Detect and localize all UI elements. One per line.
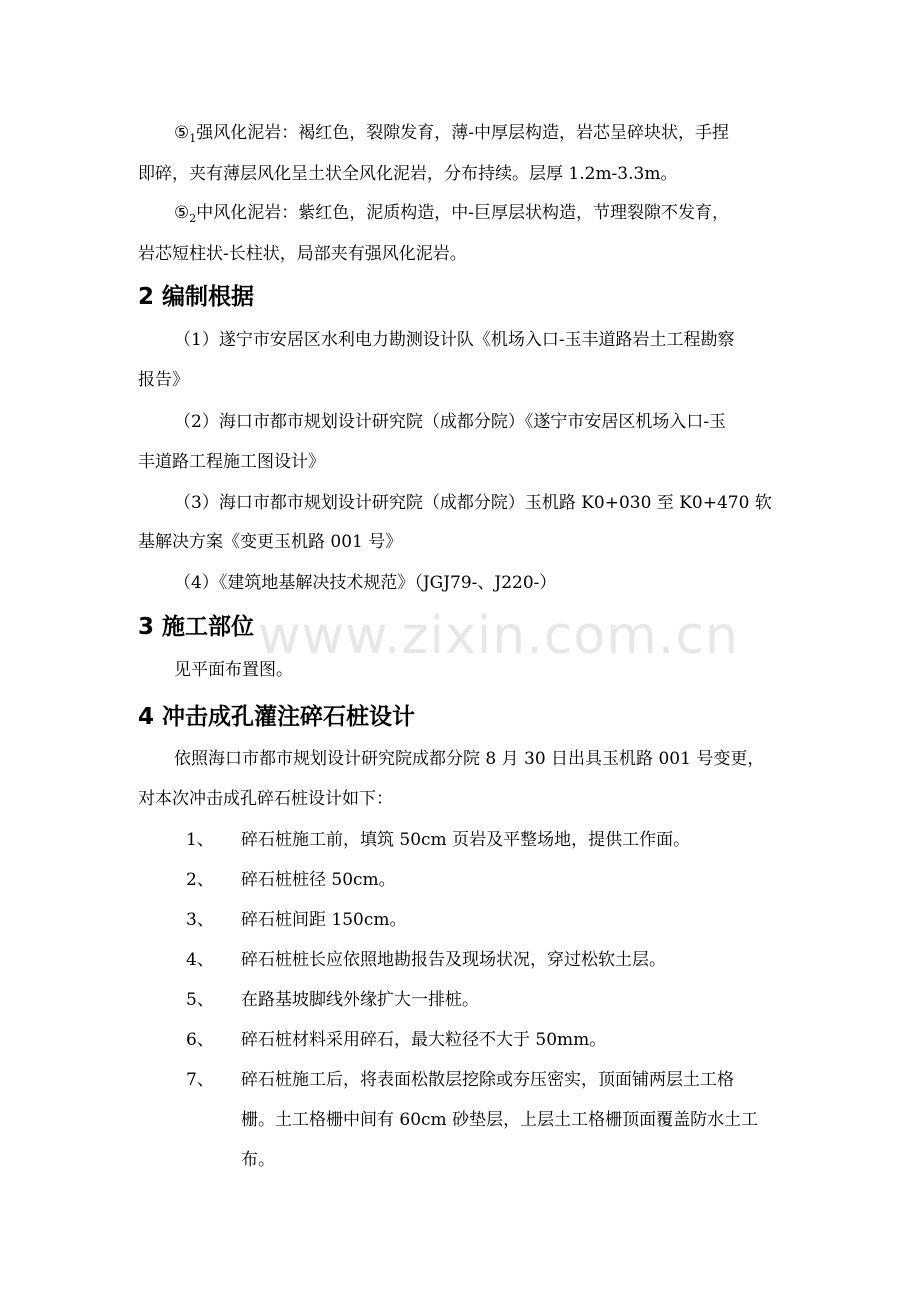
subscript: 1 — [189, 132, 197, 145]
circled-number: ⑤ — [174, 123, 190, 143]
list-item-text-continued: 布。 — [241, 1150, 275, 1170]
section-heading-3: 3 施工部位 — [138, 614, 255, 640]
list-item-number: 6、 — [186, 1030, 214, 1050]
list-item-text: 碎石桩桩长应依照地勘报告及现场状况，穿过松软土层。 — [241, 950, 666, 970]
list-item-number: 5、 — [186, 990, 214, 1010]
list-item-number: 7、 — [186, 1070, 214, 1090]
reference-1-line1: （1）遂宁市安居区水利电力勘测设计队《机场入口-玉丰道路岩土工程勘察 — [174, 330, 735, 350]
reference-3-line2: 基解决方案《变更玉机路 001 号》 — [138, 532, 403, 552]
list-item-number: 4、 — [186, 950, 214, 970]
design-intro-line2: 对本次冲击成孔碎石桩设计如下： — [138, 789, 393, 809]
reference-2-line1: （2）海口市都市规划设计研究院（成都分院）《遂宁市安居区机场入口-玉 — [174, 412, 727, 432]
list-item-text: 碎石桩施工后，将表面松散层挖除或夯压密实，顶面铺两层土工格 — [241, 1070, 734, 1090]
list-item-number: 3、 — [186, 910, 214, 930]
rock-layer-5-1-line1 — [174, 113, 729, 155]
circled-number: ⑤ — [174, 203, 190, 223]
rock-layer-5-1-line2: 即碎，夹有薄层风化呈土状全风化泥岩，分布持续。层厚 1.2m-3.3m。 — [138, 164, 678, 184]
paragraph-text: 强风化泥岩：褐红色，裂隙发育，薄-中厚层构造，岩芯呈碎块状，手捏 — [196, 123, 729, 143]
reference-4-line1: （4）《建筑地基解决技术规范》（JGJ79-、J220-） — [174, 573, 557, 593]
reference-2-line2: 丰道路工程施工图设计》 — [138, 452, 325, 472]
list-item-text: 碎石桩施工前，填筑 50cm 页岩及平整场地，提供工作面。 — [241, 830, 691, 850]
section-heading-2: 2 编制根据 — [138, 284, 255, 310]
reference-3-line1: （3）海口市都市规划设计研究院（成都分院）玉机路 K0+030 至 K0+470 软 — [174, 493, 772, 513]
subscript: 2 — [189, 212, 197, 225]
rock-layer-5-2-line2: 岩芯短柱状-长柱状，局部夹有强风化泥岩。 — [138, 244, 467, 264]
list-item-text: 在路基坡脚线外缘扩大一排桩。 — [241, 990, 479, 1010]
list-item-text-continued: 栅。土工格栅中间有 60cm 砂垫层，上层土工格栅顶面覆盖防水土工 — [241, 1110, 759, 1130]
section-heading-4: 4 冲击成孔灌注碎石桩设计 — [138, 704, 416, 730]
list-item-number: 2、 — [186, 870, 214, 890]
design-intro-line1: 依照海口市都市规划设计研究院成都分院 8 月 30 日出具玉机路 001 号变更， — [174, 749, 765, 769]
paragraph-text: 中风化泥岩：紫红色，泥质构造，中-巨厚层状构造，节理裂隙不发育， — [196, 203, 729, 223]
list-item-text: 碎石桩桩径 50cm。 — [241, 870, 396, 890]
reference-1-line2: 报告》 — [138, 370, 189, 390]
watermark: www.zixin.com.cn — [258, 606, 739, 666]
list-item-text: 碎石桩材料采用碎石，最大粒径不大于 50mm。 — [241, 1030, 607, 1050]
construction-location-text: 见平面布置图。 — [174, 660, 293, 680]
list-item-number: 1、 — [186, 830, 214, 850]
list-item-text: 碎石桩间距 150cm。 — [241, 910, 407, 930]
rock-layer-5-2-line1 — [174, 193, 729, 235]
